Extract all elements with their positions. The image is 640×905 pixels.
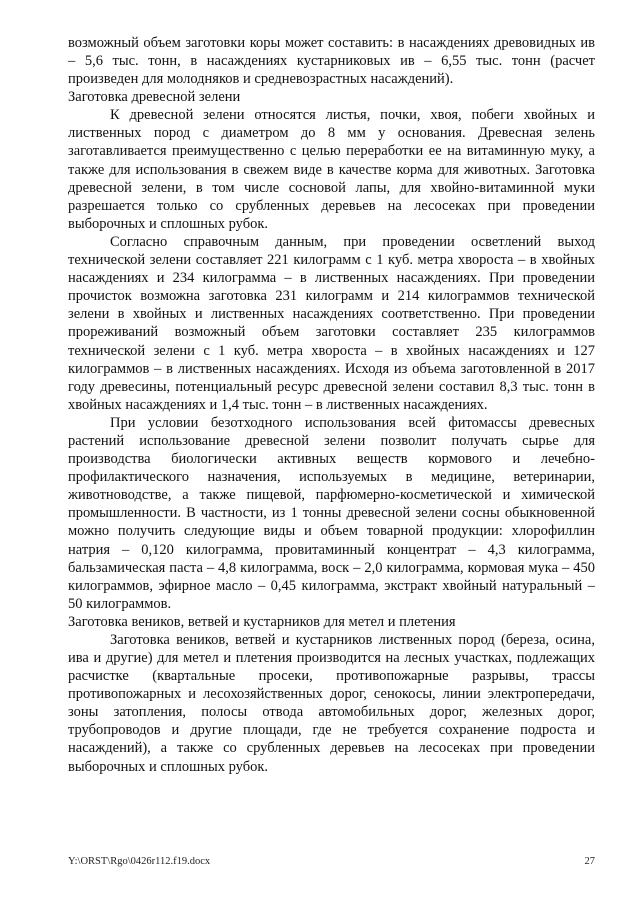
paragraph: При условии безотходного использования всей фитомассы древесных растений использование древесной зелени позволит получать сырье для производства биологически активных веществ кормового и лечебно-профилактического назначения, используемых в медицине, ветеринарии, животноводстве, а также пищевой, парфюмерно-косметической и химической промышленности. В частности, из 1 тонны древесной зелени сосны обыкновенной можно получить следующие виды и объем товарной продукции: хлорофиллин натрия – 0,120 килограмма, провитаминный концентрат – 4,3 килограмма, бальзамическая паста – 4,8 килограмма, воск – 2,0 килограмма, кормовая мука – 450 килограммов, эфирное масло – 0,45 килограмма, экстракт хвойный натуральный – 50 килограммов.	[68, 414, 595, 612]
file-path: Y:\ORST\Rgo\0426r112.f19.docx	[68, 856, 211, 867]
document-page	[68, 34, 595, 776]
section-heading-wood-greenery: Заготовка древесной зелени	[68, 89, 241, 106]
paragraph: К древесной зелени относятся листья, почки, хвоя, побеги хвойных и лиственных пород с диаметром до 8 мм у основания. Древесная зелень заготавливается преимущественно с целью переработки ее на витаминную муку, а также для использования в свежем виде в качестве корма для животных. Заготовка древесной зелени, в том числе сосновой лапы, для хвойно-витаминной муки разрешается только со срубленных деревьев на лесосеках при проведении выборочных и сплошных рубок.	[68, 107, 595, 232]
section-heading-brooms-branches: Заготовка веников, ветвей и кустарников для метел и плетения	[68, 613, 456, 630]
page-number: 27	[584, 856, 595, 867]
paragraph: Заготовка веников, ветвей и кустарников лиственных пород (береза, осина, ива и другие) для метел и плетения производится на лесных участках, подлежащих расчистке (квартальные просеки, противопожарные разрывы, трассы противопожарных и лесохозяйственных дорог, сенокосы, линии электропередачи, зоны затопления, полосы отвода автомобильных дорог, железных дорог, трубопроводов и другие площади, где не требуется сохранение подроста и насаждений), а также со срубленных деревьев на лесосеках при проведении выборочных и сплошных рубок.	[68, 631, 595, 775]
paragraph: Согласно справочным данным, при проведении осветлений выход технической зелени составляет 221 килограмм с 1 куб. метра хвороста – в хвойных насаждениях и 234 килограмма – в лиственных насаждениях. При проведении прочисток возможна заготовка 231 килограмм и 214 килограммов технической зелени в хвойных и лиственных насаждениях соответственно. При проведении прореживаний возможный объем заготовки составляет 235 килограммов технической зелени с 1 куб. метра хвороста – в хвойных насаждениях и 127 килограммов – в лиственных насаждениях. Исходя из объема заготовленной в 2017 году древесины, потенциальный ресурс древесной зелени составил 8,3 тыс. тонн в хвойных насаждениях и 1,4 тыс. тонн – в лиственных насаждениях.	[68, 233, 595, 413]
page-footer	[68, 856, 595, 868]
intro-paragraph: возможный объем заготовки коры может составить: в насаждениях древовидных ив – 5,6 тыс. тонн, в насаждениях кустарниковых ив – 6,55 тыс. тонн (расчет произведен для молодняков и средневозрастных насаждений).	[68, 35, 595, 88]
